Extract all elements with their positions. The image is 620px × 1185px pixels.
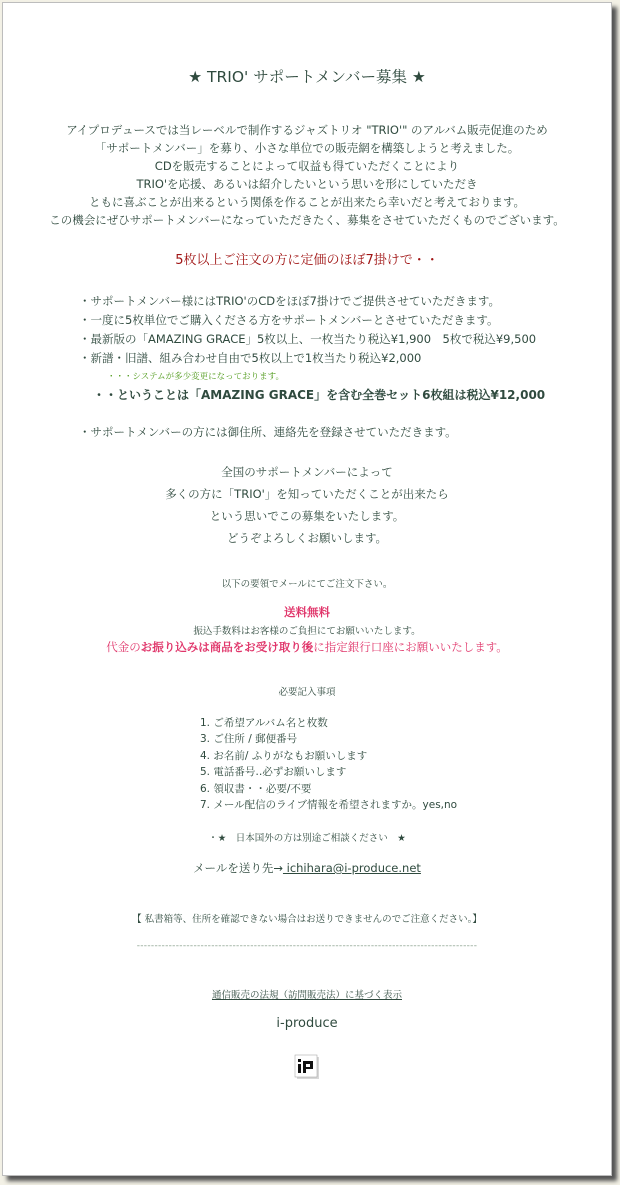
payment-note-part: に指定銀行口座にお願いいたします。: [313, 640, 508, 654]
benefit-item: ・新譜・旧譜、組み合わせ自由で5枚以上で1枚当たり税込¥2,000: [79, 351, 422, 365]
intro-line: TRIO'を応援、あるいは紹介したいという思いを形にしていただき: [136, 177, 478, 191]
price-headline: 5枚以上ご注文の方に定価のほぼ7掛けで・・: [175, 253, 439, 268]
mail-line: [3, 860, 611, 876]
list-item: 7. メール配信のライブ情報を希望されますか。yes,no: [200, 799, 458, 812]
logo-graphic: [293, 1053, 323, 1083]
intro-line: アイプロデュースでは当レーベルで制作するジャズトリオ "TRIO'" のアルバム販売促進のため: [66, 123, 548, 137]
payment-note-emphasis: お振り込みは商品をお受け取り後: [140, 640, 314, 654]
brand-name: i-produce: [276, 1016, 338, 1031]
list-item: 6. 領収書・・必要/不要: [200, 782, 312, 795]
benefit-item: ・最新版の「AMAZING GRACE」5枚以上、一枚当たり税込¥1,900 5枚で税込¥9,500: [79, 332, 537, 346]
intro-line: この機会にぜひサポートメンバーになっていただきたく、募集をさせていただくものでございます。: [49, 213, 565, 227]
list-item: 1. ご希望アルバム名と枚数: [200, 717, 328, 729]
intro-text: [3, 121, 611, 229]
system-note: ・・・システムが多少変更になっております。: [107, 372, 284, 382]
list-item: 3. ご住所 / 郵便番号: [200, 733, 298, 746]
payment-note-part: 代金の: [106, 640, 141, 654]
page-paper: [2, 2, 612, 1176]
message-line: 多くの方に「TRIO'」を知っていただくことが出来たら: [165, 487, 449, 501]
intro-line: ともに喜ぶことが出来るという関係を作ることが出来たら幸いだと考えております。: [88, 195, 526, 209]
message-line: どうぞよろしくお願いします。: [226, 531, 388, 545]
order-intro: 以下の要領でメールにてご注文下さい。: [221, 579, 393, 590]
required-heading: 必要記入事項: [278, 687, 336, 698]
intro-line: 「サポートメンバー」を募り、小さな単位での販売網を構築しようと考えました。: [94, 141, 520, 155]
payment-note: [3, 639, 611, 655]
free-shipping: [3, 604, 611, 620]
law-link[interactable]: 通信販売の法規（訪問販売法）に基づく表示: [211, 990, 402, 1001]
i-produce-logo-icon[interactable]: [293, 1053, 323, 1083]
free-shipping-label: 送料無料: [284, 605, 330, 619]
benefit-item: ・サポートメンバー様にはTRIO'のCDをほぼ7掛けでご提供させていただきます。: [79, 294, 500, 308]
list-item: 4. お名前/ ふりがなもお願いします: [200, 749, 368, 762]
mail-prefix: メールを送り先→: [193, 861, 283, 875]
fee-note: 振込手数料はお客様のご負担にてお願いいたします。: [193, 626, 421, 637]
overseas-note: ・★ 日本国外の方は別途ご相談ください ★: [208, 833, 406, 844]
intro-line: CDを販売することによって収益も得ていただくことにより: [154, 159, 460, 173]
message-line: という思いでこの募集をいたします。: [209, 509, 405, 523]
divider: ------------------------------------------------------------------------------------------------: [136, 941, 478, 951]
benefit-item: ・一度に5枚単位でご購入くださる方をサポートメンバーとさせていただきます。: [79, 313, 499, 327]
law-line: [3, 987, 611, 1001]
message-block: [3, 461, 611, 549]
set-offer: ・・ということは「AMAZING GRACE」を含む全巻セット6枚組は税込¥12,000: [93, 388, 546, 402]
registration-note: ・サポートメンバーの方には御住所、連絡先を登録させていただきます。: [79, 425, 457, 439]
list-item: 5. 電話番号‥必ずお願いします: [200, 766, 347, 779]
page-title: ★ TRIO' サポートメンバー募集 ★: [188, 68, 426, 86]
message-line: 全国のサポートメンバーによって: [221, 465, 393, 479]
po-box-note: 【 私書箱等、住所を確認できない場合はお送りできませんのでご注意ください。】: [132, 914, 482, 925]
mail-link[interactable]: ichihara@i-produce.net: [282, 861, 421, 875]
required-items-list: [200, 715, 457, 813]
